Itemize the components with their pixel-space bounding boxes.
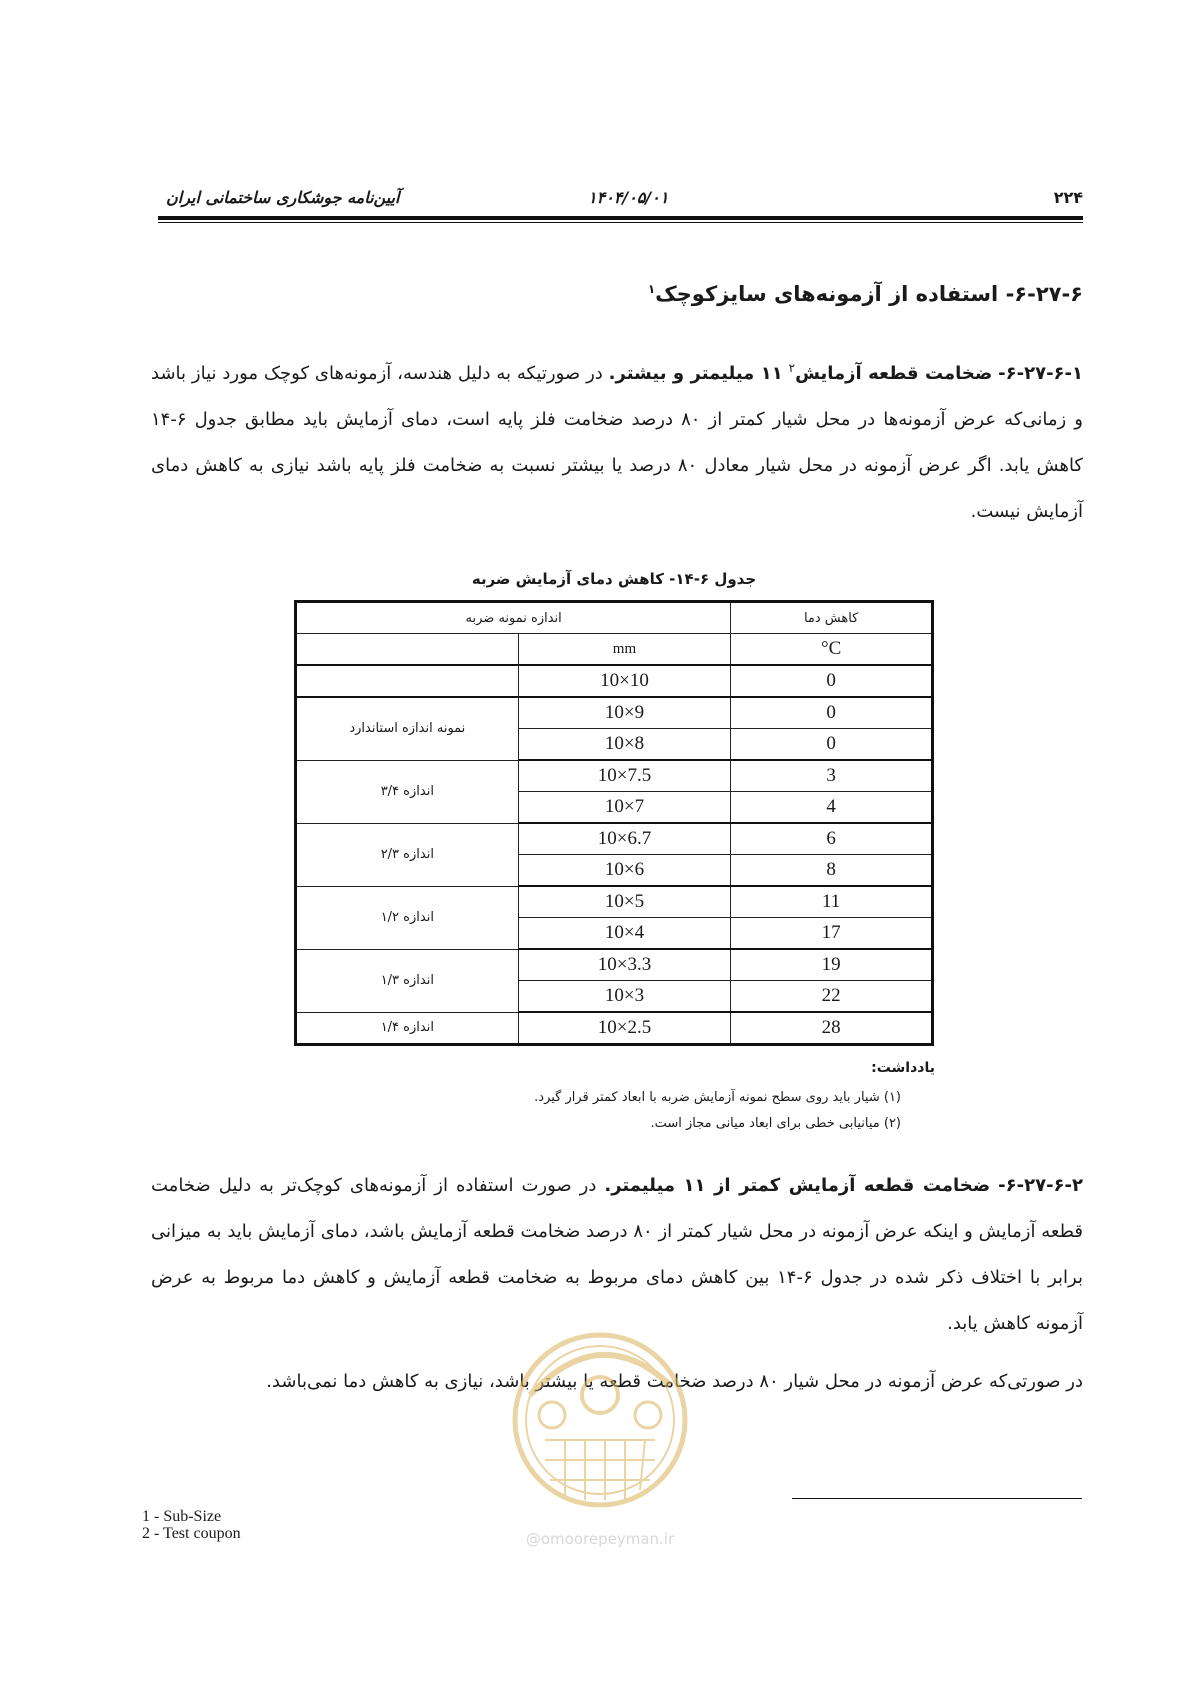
row-group: اندازه ۳/۴ (296, 760, 519, 823)
row-temp: 8 (731, 855, 933, 887)
row-temp: 0 (731, 697, 933, 729)
para2-text: در صورت استفاده از آزمونه‌های کوچک‌تر به دلیل ضخامت قطعه آزمایش و اینکه عرض آزمونه در محل شیار کمتر از ۸۰ درصد ضخامت قطعه آزمایش باشد، دمای آزمایش باید به میزانی برابر با اختلاف ذکر شده در جدول ۶-۱۴ بین کاهش دمای مربوط به ضخامت قطعه آزمایش و کاهش دما مربوط به عرض آزمونه کاهش یابد. (151, 1175, 1083, 1334)
header-temp: کاهش دما (731, 602, 933, 634)
header-date: ۱۴۰۴/۰۵/۰۱ (588, 188, 669, 207)
row-size: 10×3.3 (518, 949, 731, 981)
table-caption: جدول ۶-۱۴- کاهش دمای آزمایش ضربه (471, 570, 757, 588)
header-rule-thin (158, 222, 1083, 223)
row-temp: 11 (731, 886, 933, 918)
header-rule (158, 216, 1083, 220)
paragraph-3: در صورتی‌که عرض آزمونه در محل شیار ۸۰ درصد ضخامت قطعه یا بیشتر باشد، نیازی به کاهش دما نمی‌باشد. (266, 1371, 1083, 1392)
row-size: 10×3 (518, 981, 731, 1013)
row-temp: 4 (731, 792, 933, 824)
row-temp: 3 (731, 760, 933, 792)
section-heading (648, 282, 1083, 306)
row-size: 10×7 (518, 792, 731, 824)
row-temp: 17 (731, 918, 933, 950)
row-group (296, 665, 519, 697)
para1-bold-b: ۱۱ میلیمتر و بیشتر. (608, 363, 783, 384)
table-row (296, 949, 933, 981)
table-row (296, 823, 933, 855)
row-group: اندازه ۱/۲ (296, 886, 519, 949)
page-number: ۲۲۴ (1053, 188, 1083, 207)
book-title: آیین‌نامه جوشکاری ساختمانی ایران (166, 188, 400, 207)
footnote: 1 - Sub-Size (142, 1508, 222, 1525)
row-size: 10×2.5 (518, 1012, 731, 1045)
table-unit-row (296, 634, 933, 666)
row-group: اندازه ۱/۳ (296, 949, 519, 1012)
footnote: 2 - Test coupon (142, 1525, 241, 1542)
watermark-seal (490, 1300, 710, 1550)
impact-test-table (294, 600, 934, 1046)
table-row (296, 697, 933, 729)
para1-bold-a: ضخامت قطعه آزمایش (795, 363, 993, 384)
row-temp: 6 (731, 823, 933, 855)
row-group: اندازه ۲/۳ (296, 823, 519, 886)
footnote-ref-1: ۱ (647, 282, 656, 296)
row-temp: 0 (731, 729, 933, 761)
para2-bold: ضخامت قطعه آزمایش کمتر از ۱۱ میلیمتر. (604, 1175, 991, 1196)
row-temp: 28 (731, 1012, 933, 1045)
row-group: نمونه اندازه استاندارد (296, 697, 519, 760)
row-size: 10×8 (518, 729, 731, 761)
row-size: 10×10 (518, 665, 731, 697)
table-row (296, 665, 933, 697)
watermark-text: @omoorepeyman.ir (525, 1530, 675, 1548)
table-header-row (296, 602, 933, 634)
table-row (296, 886, 933, 918)
footnote-ref-2: ۲ (788, 361, 796, 375)
note-item: (۲) میانیابی خطی برای ابعاد میانی مجاز است. (650, 1116, 901, 1131)
row-temp: 19 (731, 949, 933, 981)
header-size: اندازه نمونه ضربه (296, 602, 731, 634)
para1-number: ۶-۲۷-۶-۱- (998, 363, 1083, 384)
row-size: 10×6.7 (518, 823, 731, 855)
table-row (296, 1012, 933, 1045)
page-header (158, 188, 1083, 210)
row-temp: 0 (731, 665, 933, 697)
paragraph-1 (151, 351, 1083, 535)
row-temp: 22 (731, 981, 933, 1013)
section-heading-text: ۶-۲۷-۶- استفاده از آزمونه‌های سایزکوچک (655, 282, 1083, 306)
row-size: 10×6 (518, 855, 731, 887)
note-item: (۱) شیار باید روی سطح نمونه آزمایش ضربه با ابعاد کمتر قرار گیرد. (534, 1090, 901, 1105)
para1-text: در صورتیکه به دلیل هندسه، آزمونه‌های کوچک مورد نیاز باشد و زمانی‌که عرض آزمونه‌ها در محل شیار کمتر از ۸۰ درصد ضخامت فلز پایه است، دمای آزمایش باید مطابق جدول ۶-۱۴ کاهش یابد. اگر عرض آزمونه در محل شیار معادل ۸۰ درصد یا بیشتر نسبت به ضخامت فلز پایه باشد نیازی به کاهش دمای آزمایش نیست. (151, 363, 1084, 522)
table-row (296, 760, 933, 792)
row-size: 10×4 (518, 918, 731, 950)
watermark-logo-icon (490, 1300, 710, 1530)
row-group: اندازه ۱/۴ (296, 1012, 519, 1045)
row-size: 10×9 (518, 697, 731, 729)
unit-size: mm (518, 634, 731, 666)
para2-number: ۶-۲۷-۶-۲- (998, 1175, 1083, 1196)
row-size: 10×7.5 (518, 760, 731, 792)
footnote-rule (792, 1498, 1082, 1499)
row-size: 10×5 (518, 886, 731, 918)
unit-temp: °C (731, 634, 933, 666)
notes-title: یادداشت: (871, 1060, 935, 1076)
